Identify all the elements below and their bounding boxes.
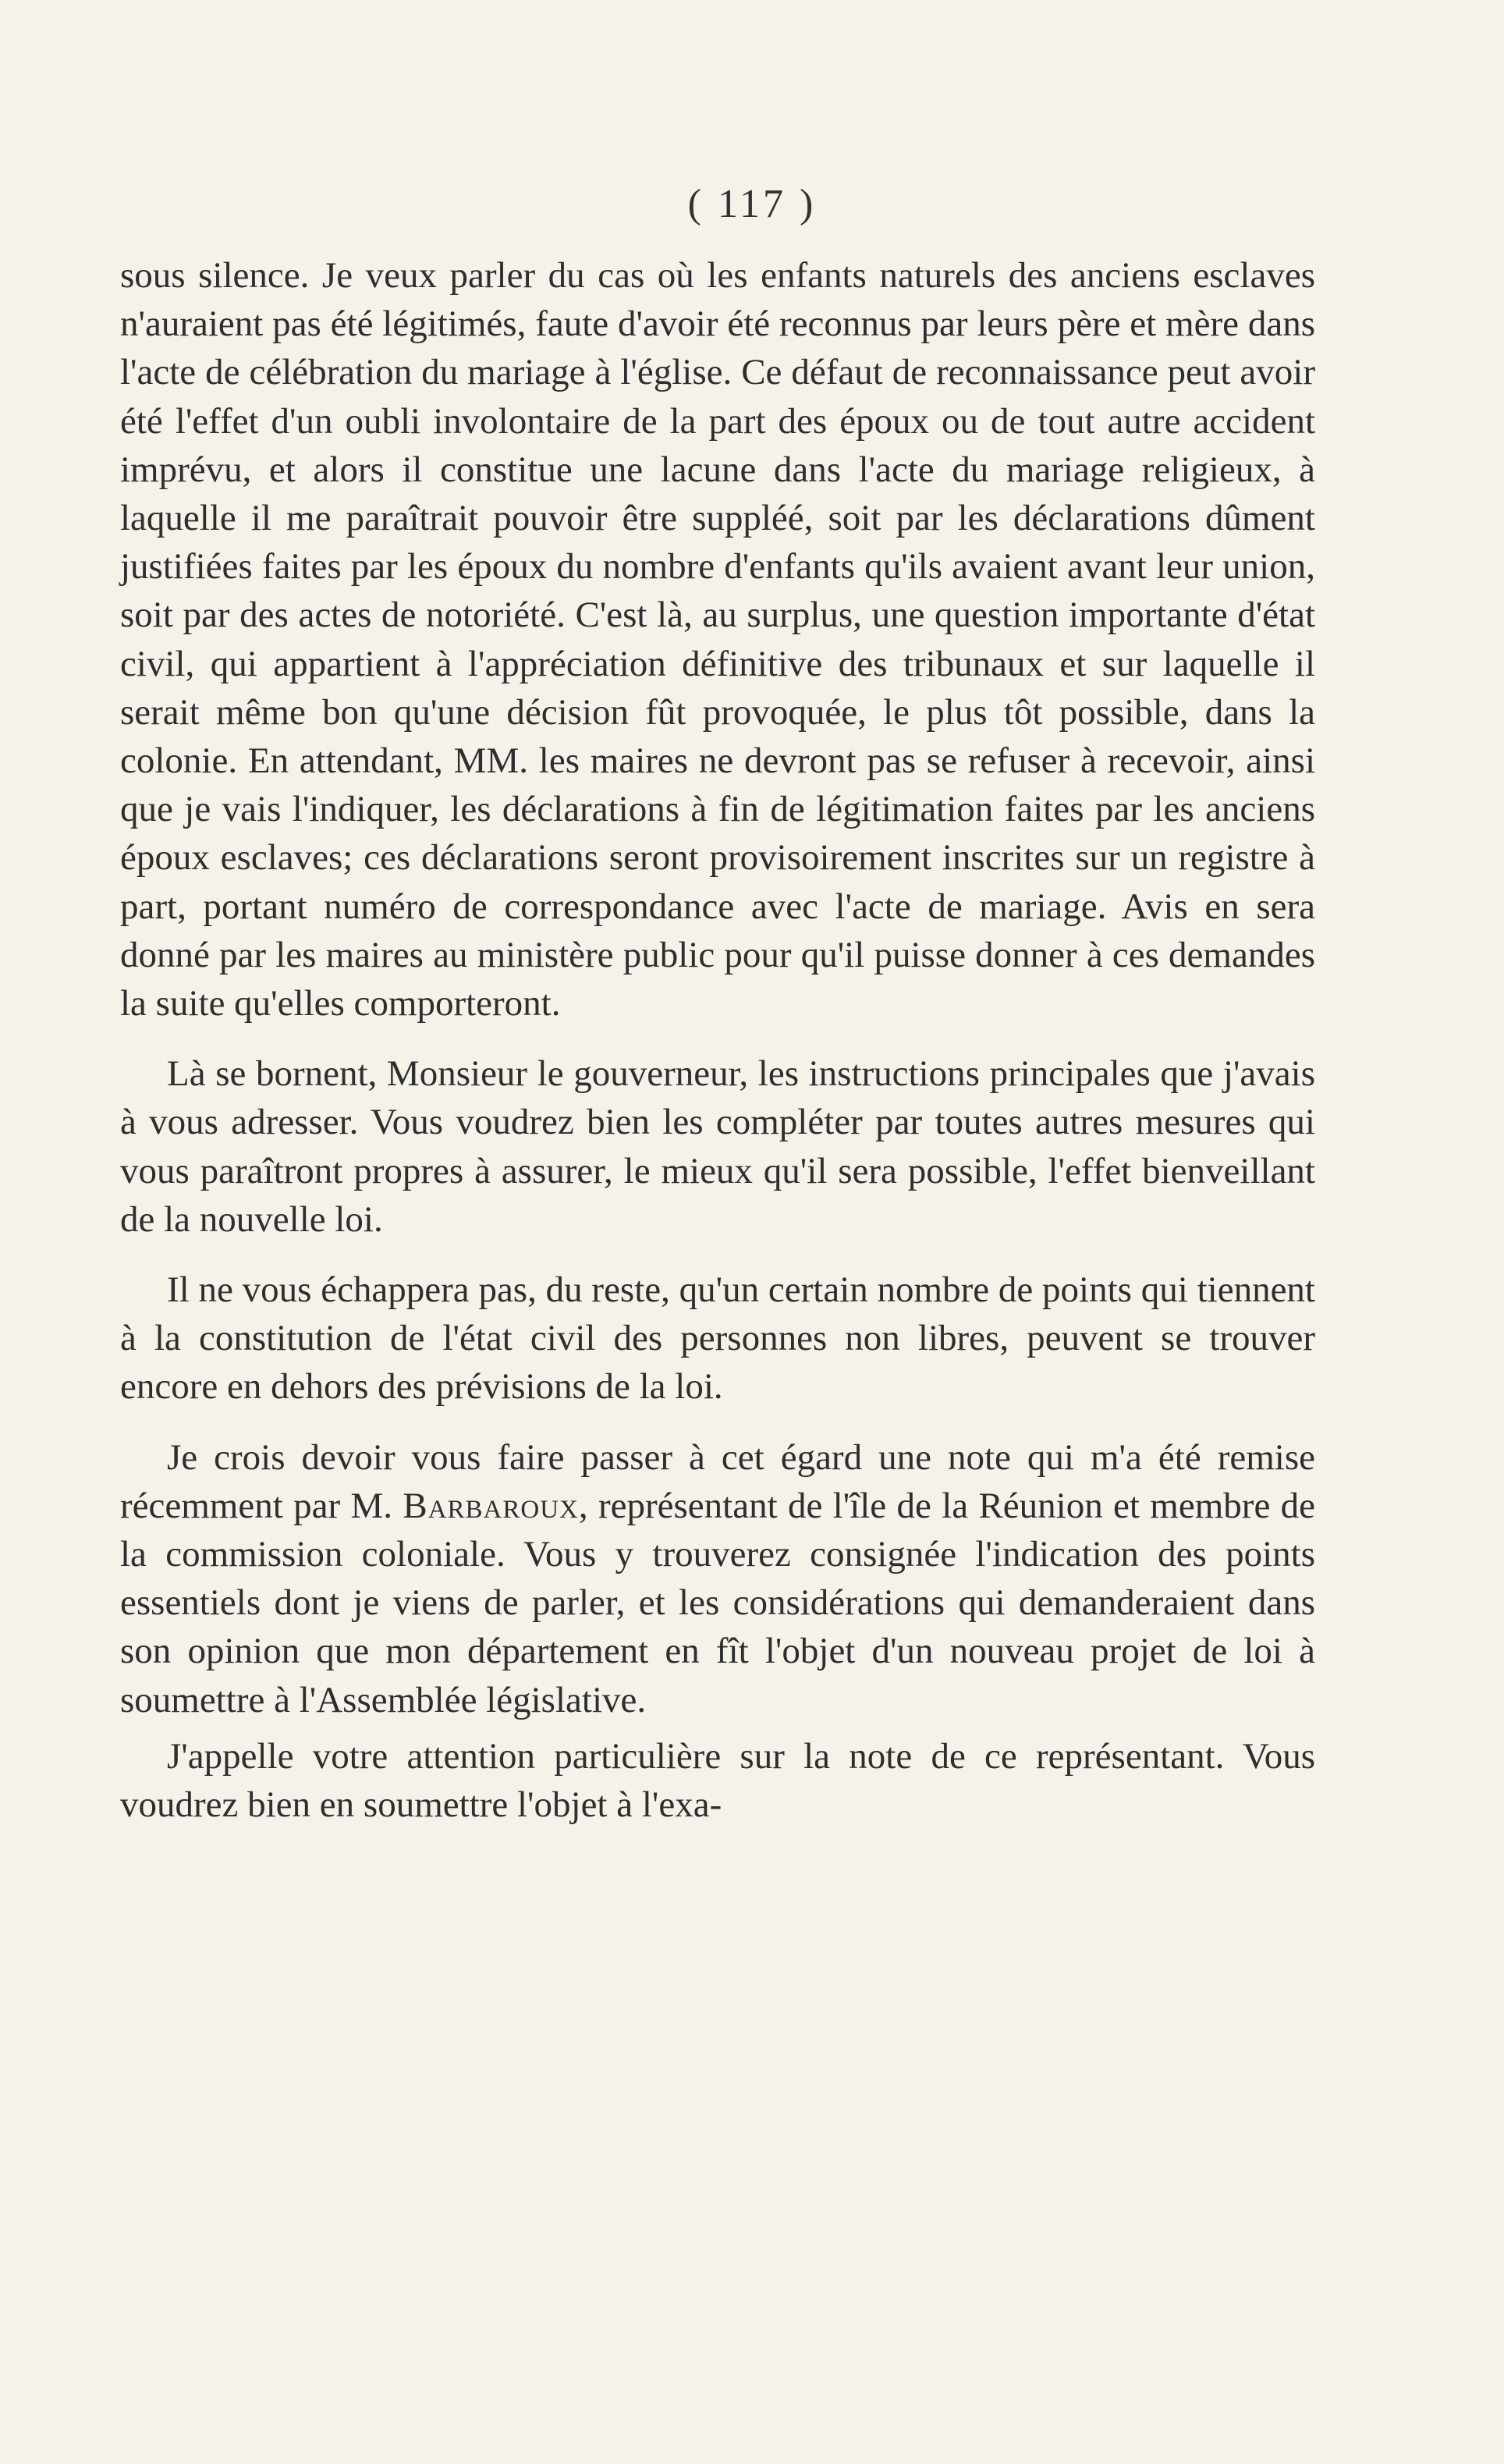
paragraph-5: J'appelle votre attention particulière sur la note de ce représentant. Vous voudrez bien en soumettre l'objet à l'exa- <box>120 1735 1315 1826</box>
representative-name: Barbaroux <box>403 1485 579 1526</box>
paragraph-2: Là se bornent, Monsieur le gouverneur, les instructions principales que j'avais à vous adresser. Vous voudrez bien les compléter par toutes autres mesures qui vous paraîtront propres à assurer, le mieux qu'il sera possible, l'effet bienveillant de la nouvelle loi. <box>120 1053 1315 1240</box>
paragraph-4 <box>120 1433 1315 1724</box>
paragraph-4-text-before: Je crois devoir vous faire passer à cet égard une note qui m'a été remise récemment par M. <box>120 1436 1315 1526</box>
page-number: ( 117 ) <box>687 182 817 226</box>
paragraph-4-text-after: , représentant de l'île de la Réunion et membre de la commission coloniale. Vous y trouverez consignée l'indication des points essentiels dont je viens de parler, et les considérations qui demanderaient dans son opinion que mon département en fît l'objet d'un nouveau projet de loi à soumettre à l'Assemblée législative. <box>120 1485 1315 1720</box>
body-text <box>120 251 1315 1829</box>
paragraph-3: Il ne vous échappera pas, du reste, qu'un certain nombre de points qui tiennent à la constitution de l'état civil des personnes non libres, peuvent se trouver encore en dehors des prévisions de la loi. <box>120 1269 1315 1408</box>
paragraph-1: sous silence. Je veux parler du cas où les enfants naturels des anciens esclaves n'auraient pas été légitimés, faute d'avoir été reconnus par leurs père et mère dans l'acte de célébration du mariage à l'église. Ce défaut de reconnaissance peut avoir été l'effet d'un oubli involontaire de la part des époux ou de tout autre accident imprévu, et alors il constitue une lacune dans l'acte du mariage religieux, à laquelle il me paraîtrait pouvoir être suppléé, soit par les déclarations dûment justifiées faites par les époux du nombre d'enfants qu'ils avaient avant leur union, soit par des actes de notoriété. C'est là, au surplus, une question importante d'état civil, qui appartient à l'appréciation définitive des tribunaux et sur laquelle il serait même bon qu'une décision fût provoquée, le plus tôt possible, dans la colonie. En attendant, MM. les maires ne devront pas se refuser à recevoir, ainsi que je vais l'indiquer, les déclarations à fin de légitimation faites par les anciens époux esclaves; ces déclarations seront provisoirement inscrites sur un registre à part, portant numéro de correspondance avec l'acte de mariage. Avis en sera donné par les maires au ministère public pour qu'il puisse donner à ces demandes la suite qu'elles comporteront. <box>120 255 1315 1024</box>
